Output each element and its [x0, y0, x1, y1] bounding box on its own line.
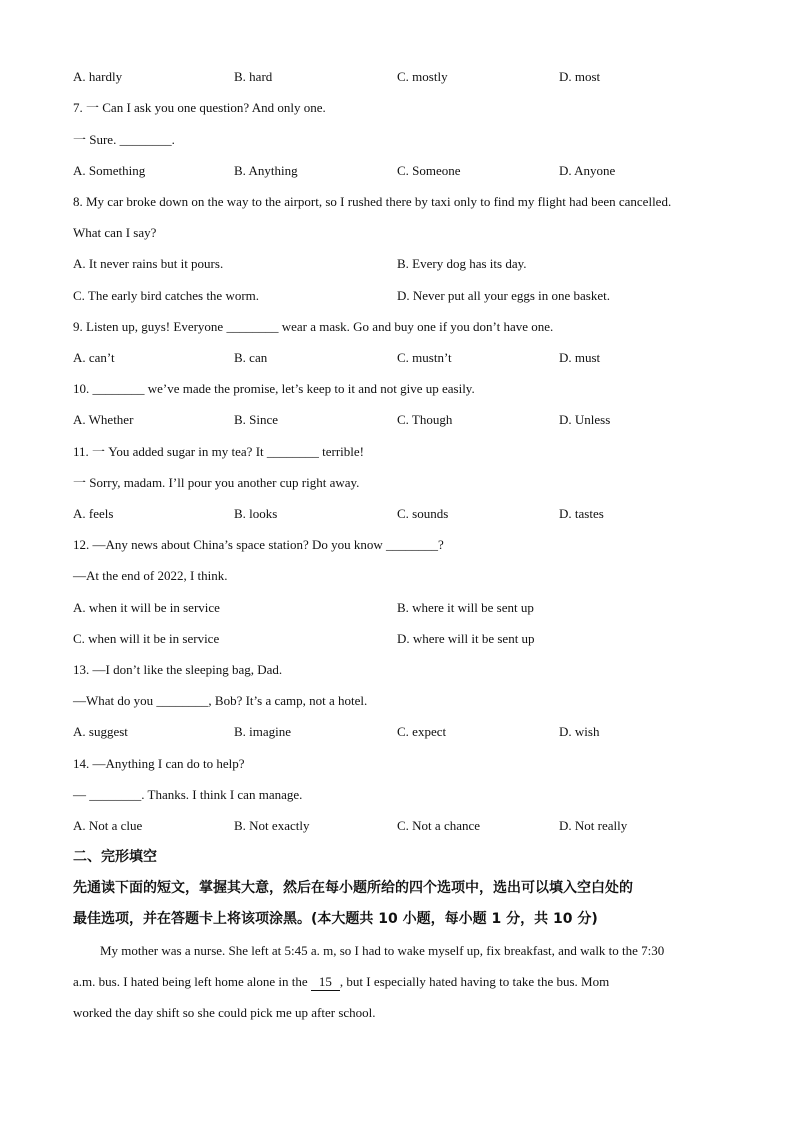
q11-option-c[interactable]: C. sounds	[397, 506, 449, 521]
q6-option-a[interactable]: A. hardly	[73, 69, 123, 84]
passage-line-2-start: a.m. bus. I hated being left home alone in the	[73, 974, 311, 989]
passage-line-3: worked the day shift so she could pick me up after school.	[73, 1005, 376, 1020]
q11-stem: 11. 一 You added sugar in my tea? It ________ terrible!	[73, 444, 365, 459]
q12-option-a[interactable]: A. when it will be in service	[73, 600, 220, 615]
section-instructions-line2: 最佳选项，并在答题卡上将该项涂黑。(本大题共 10 小题，每小题 1 分，共 10 分)	[73, 911, 598, 927]
q6-option-c[interactable]: C. mostly	[397, 69, 448, 84]
q10-option-a[interactable]: A. Whether	[73, 412, 134, 427]
q14-option-c[interactable]: C. Not a chance	[397, 818, 481, 833]
q8-option-b[interactable]: B. Every dog has its day.	[397, 256, 527, 271]
q7-reply: 一 Sure. ________.	[73, 132, 175, 147]
q7-option-c[interactable]: C. Someone	[397, 163, 461, 178]
q7-option-b[interactable]: B. Anything	[234, 163, 298, 178]
q6-option-d[interactable]: D. most	[559, 69, 601, 84]
q14-option-d[interactable]: D. Not really	[559, 818, 628, 833]
q10-stem: 10. ________ we’ve made the promise, let’s keep to it and not give up easily.	[73, 381, 475, 396]
q9-option-d[interactable]: D. must	[559, 350, 601, 365]
q10-option-c[interactable]: C. Though	[397, 412, 453, 427]
q9-option-b[interactable]: B. can	[234, 350, 268, 365]
q13-option-d[interactable]: D. wish	[559, 724, 600, 739]
passage-line-2	[73, 974, 609, 991]
q13-option-a[interactable]: A. suggest	[73, 724, 128, 739]
q9-option-a[interactable]: A. can’t	[73, 350, 115, 365]
q12-stem: 12. —Any news about China’s space station? Do you know ________?	[73, 537, 444, 552]
q13-option-c[interactable]: C. expect	[397, 724, 447, 739]
q12-option-c[interactable]: C. when will it be in service	[73, 631, 220, 646]
q6-option-b[interactable]: B. hard	[234, 69, 273, 84]
q11-option-a[interactable]: A. feels	[73, 506, 114, 521]
q8-stem-continued: What can I say?	[73, 225, 157, 240]
q14-option-a[interactable]: A. Not a clue	[73, 818, 143, 833]
section-title: 二、完形填空	[73, 849, 157, 865]
q8-option-a[interactable]: A. It never rains but it pours.	[73, 256, 224, 271]
q12-option-b[interactable]: B. where it will be sent up	[397, 600, 534, 615]
q10-option-d[interactable]: D. Unless	[559, 412, 611, 427]
q8-stem: 8. My car broke down on the way to the airport, so I rushed there by taxi only to find my flight had been cancelled.	[73, 194, 672, 209]
section-instructions-line1: 先通读下面的短文，掌握其大意，然后在每小题所给的四个选项中，选出可以填入空白处的	[73, 880, 633, 896]
passage-line-1: My mother was a nurse. She left at 5:45 a. m, so I had to wake myself up, fix breakfast, and walk to the 7:30	[100, 943, 665, 958]
q7-option-a[interactable]: A. Something	[73, 163, 146, 178]
q8-option-d[interactable]: D. Never put all your eggs in one basket.	[397, 288, 611, 303]
blank-15[interactable]: 15	[311, 974, 340, 991]
q9-option-c[interactable]: C. mustn’t	[397, 350, 452, 365]
q8-option-c[interactable]: C. The early bird catches the worm.	[73, 288, 260, 303]
q12-option-d[interactable]: D. where will it be sent up	[397, 631, 535, 646]
q11-option-b[interactable]: B. looks	[234, 506, 278, 521]
q12-reply: —At the end of 2022, I think.	[73, 568, 228, 583]
q11-reply: 一 Sorry, madam. I’ll pour you another cup right away.	[73, 475, 360, 490]
q7-stem: 7. 一 Can I ask you one question? And only one.	[73, 100, 326, 115]
q14-reply: — ________. Thanks. I think I can manage.	[73, 787, 303, 802]
q13-stem: 13. —I don’t like the sleeping bag, Dad.	[73, 662, 283, 677]
q10-option-b[interactable]: B. Since	[234, 412, 279, 427]
q13-option-b[interactable]: B. imagine	[234, 724, 292, 739]
q14-option-b[interactable]: B. Not exactly	[234, 818, 310, 833]
passage-line-2-end: , but I especially hated having to take the bus. Mom	[339, 974, 610, 989]
q7-option-d[interactable]: D. Anyone	[559, 163, 616, 178]
q13-reply: —What do you ________, Bob? It’s a camp, not a hotel.	[73, 693, 368, 708]
q9-stem: 9. Listen up, guys! Everyone ________ wear a mask. Go and buy one if you don’t have one.	[73, 319, 554, 334]
q11-option-d[interactable]: D. tastes	[559, 506, 604, 521]
q14-stem: 14. —Anything I can do to help?	[73, 756, 245, 771]
